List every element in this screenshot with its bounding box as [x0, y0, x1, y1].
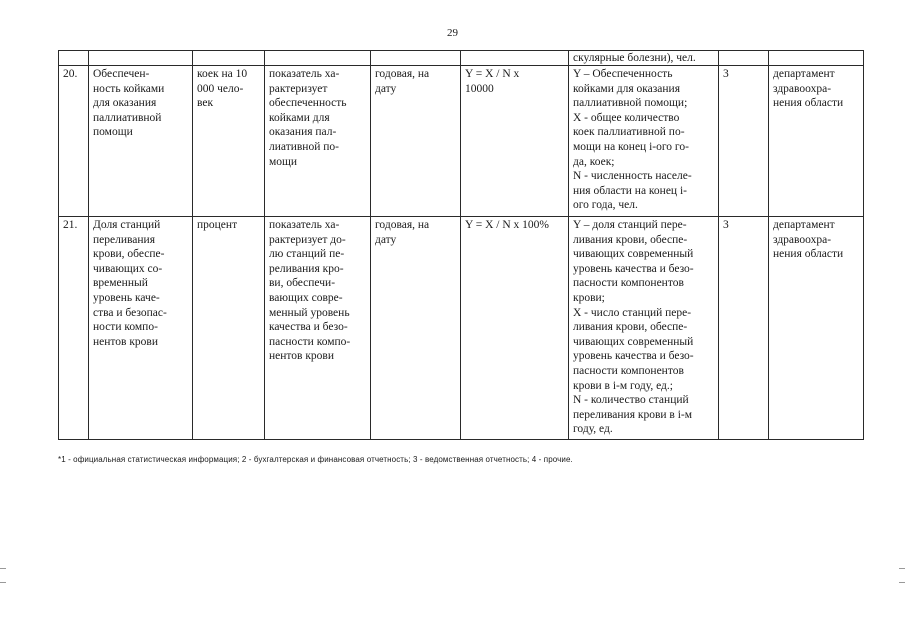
cell-name: Обеспечен- ность койками для оказания паллиативной помощи: [89, 66, 193, 217]
cell-definition: показатель ха- рактеризует обеспеченность койками для оказания пал- лиативной по- мощи: [265, 66, 371, 217]
footnote: *1 - официальная статистическая информация; 2 - бухгалтерская и финансовая отчетность; 3 - ведомственная отчетность; 4 - прочие.: [58, 455, 573, 464]
cell-description: Y – Обеспеченность койками для оказания паллиативной помощи; X - общее количество коек паллиативной по- мощи на конец i-ого го- да, коек; N - численность населе- ния области на конец i- ого года, чел.: [569, 66, 719, 217]
cell-source: [719, 51, 769, 66]
cell-periodicity: [371, 51, 461, 66]
cell-formula: Y = X / N x 100%: [461, 217, 569, 440]
cell-periodicity: годовая, на дату: [371, 66, 461, 217]
cell-responsible: департамент здравоохра- нения области: [769, 66, 864, 217]
cell-unit: процент: [193, 217, 265, 440]
table-row-continuation: [59, 51, 864, 66]
cell-formula: Y = X / N x 10000: [461, 66, 569, 217]
cell-periodicity: годовая, на дату: [371, 217, 461, 440]
indicator-table: [58, 50, 864, 440]
cell-num: [59, 51, 89, 66]
cell-description: скулярные болезни), чел.: [569, 51, 719, 66]
cell-source: 3: [719, 66, 769, 217]
page-number: 29: [447, 27, 458, 39]
table-row: [59, 217, 864, 440]
crop-mark: [899, 582, 905, 583]
crop-mark: [0, 568, 6, 569]
cell-definition: показатель ха- рактеризует до- лю станций пе- реливания кро- ви, обеспечи- вающих совре- менный уровень качества и безо- пасности компо- нентов крови: [265, 217, 371, 440]
cell-name: [89, 51, 193, 66]
crop-mark: [0, 582, 6, 583]
cell-num: 21.: [59, 217, 89, 440]
cell-formula: [461, 51, 569, 66]
cell-num: 20.: [59, 66, 89, 217]
cell-definition: [265, 51, 371, 66]
cell-unit: коек на 10 000 чело- век: [193, 66, 265, 217]
cell-name: Доля станций переливания крови, обеспе- чивающих со- временный уровень каче- ства и безопас- ности компо- нентов крови: [89, 217, 193, 440]
cell-unit: [193, 51, 265, 66]
crop-mark: [899, 568, 905, 569]
cell-description: Y – доля станций пере- ливания крови, обеспе- чивающих современный уровень качества и безо- пасности компонентов крови; X - число станций пере- ливания крови, обеспе- чивающих современный уровень качества и безо- пасности компонентов крови в i-м году, ед.; N - количество станций переливания крови в i-м году, ед.: [569, 217, 719, 440]
cell-source: 3: [719, 217, 769, 440]
cell-responsible: [769, 51, 864, 66]
cell-responsible: департамент здравоохра- нения области: [769, 217, 864, 440]
table-row: [59, 66, 864, 217]
